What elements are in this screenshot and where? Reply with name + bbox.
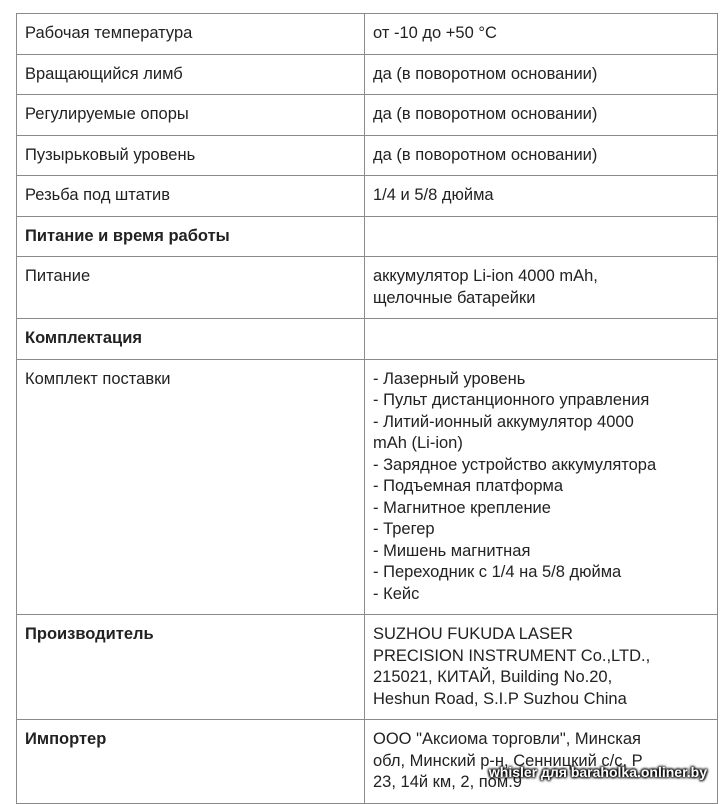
spec-value (365, 319, 718, 360)
spec-value (365, 257, 718, 319)
spec-value-line: Heshun Road, S.I.P Suzhou China (373, 689, 627, 708)
spec-row (17, 615, 718, 720)
section-title: Питание и время работы (17, 216, 365, 257)
spec-value: да (в поворотном основании) (365, 95, 718, 136)
spec-value (365, 359, 718, 615)
spec-value-line: - Трегер (373, 520, 435, 538)
spec-label: Резьба под штатив (17, 176, 365, 217)
spec-value-line: - Пульт дистанционного управления (373, 391, 650, 409)
spec-value: от -10 до +50 °C (365, 14, 718, 55)
spec-value-line: аккумулятор Li-ion 4000 mAh, (373, 267, 598, 285)
spec-value-line: PRECISION INSTRUMENT Co.,LTD., (373, 646, 651, 665)
spec-row (17, 14, 718, 55)
spec-value-line: 23, 14й км, 2, пом.9 (373, 773, 522, 791)
spec-value: да (в поворотном основании) (365, 54, 718, 95)
spec-value (365, 720, 718, 804)
spec-value-line: - Лазерный уровень (373, 369, 526, 388)
spec-value: да (в поворотном основании) (365, 135, 718, 176)
spec-value-line: ООО "Аксиома торговли", Минская (373, 730, 641, 748)
specs-table (16, 13, 718, 804)
spec-row (17, 257, 718, 319)
spec-row (17, 135, 718, 176)
spec-value-line: - Мишень магнитная (373, 541, 531, 560)
spec-value-line: mAh (Li-ion) (373, 434, 463, 452)
spec-value-line: 215021, КИТАЙ, Building No.20, (373, 668, 613, 686)
spec-value (365, 216, 718, 257)
spec-value-line: - Подъемная платформа (373, 477, 564, 495)
spec-value-line: SUZHOU FUKUDA LASER (373, 625, 573, 643)
spec-label: Производитель (17, 615, 365, 720)
section-row (17, 319, 718, 360)
spec-value-line: - Зарядное устройство аккумулятора (373, 455, 657, 474)
spec-label: Рабочая температура (17, 14, 365, 55)
spec-row (17, 54, 718, 95)
spec-label: Пузырьковый уровень (17, 135, 365, 176)
spec-value-line: щелочные батарейки (373, 288, 536, 307)
watermark: whisler для baraholka.onliner.by (488, 764, 707, 780)
spec-label: Регулируемые опоры (17, 95, 365, 136)
spec-value-line: - Кейс (373, 584, 420, 603)
spec-value-line: - Переходник с 1/4 на 5/8 дюйма (373, 563, 622, 581)
section-title: Комплектация (17, 319, 365, 360)
spec-value-line: - Литий-ионный аккумулятор 4000 (373, 412, 634, 431)
spec-label: Питание (17, 257, 365, 319)
spec-value (365, 615, 718, 720)
spec-label: Вращающийся лимб (17, 54, 365, 95)
spec-label: Комплект поставки (17, 359, 365, 615)
spec-value-line: - Магнитное крепление (373, 498, 551, 517)
spec-row (17, 720, 718, 804)
spec-row (17, 176, 718, 217)
spec-row (17, 359, 718, 615)
spec-value: 1/4 и 5/8 дюйма (365, 176, 718, 217)
section-row (17, 216, 718, 257)
spec-label: Импортер (17, 720, 365, 804)
spec-row (17, 95, 718, 136)
spec-value-line: обл, Минский р-н, Сенницкий с/с, Р (373, 751, 643, 770)
